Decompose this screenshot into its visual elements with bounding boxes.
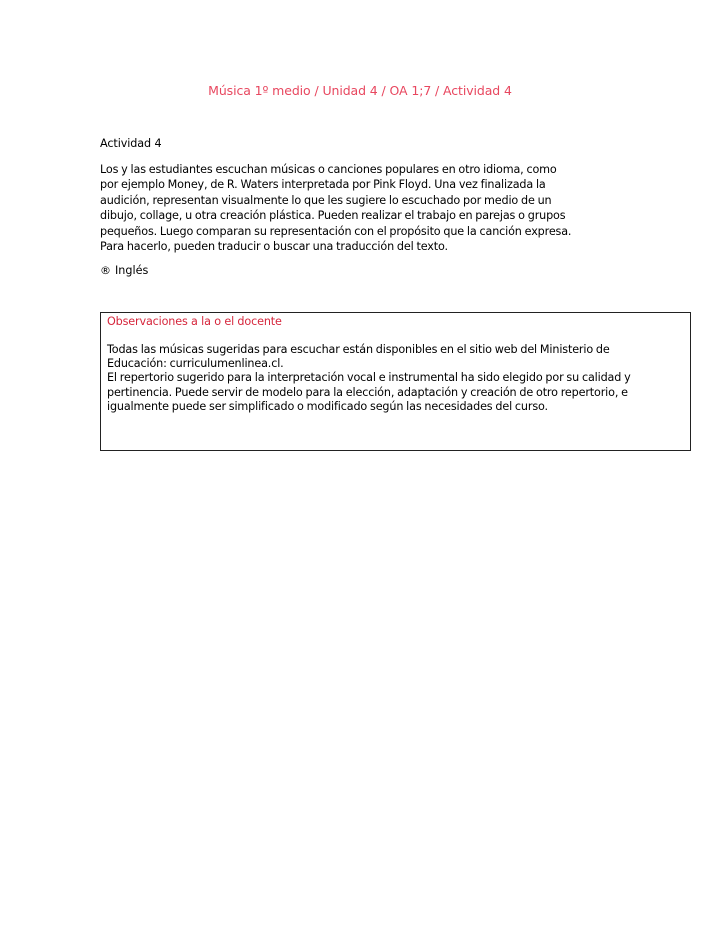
activity-description [100,162,640,254]
breadcrumb: Música 1º medio / Unidad 4 / OA 1;7 / Actividad 4 [208,83,512,98]
activity-title: Actividad 4 [100,137,162,150]
activity-description-line: Para hacerlo, pueden traducir o buscar una traducción del texto. [100,240,448,254]
activity-description-line: dibujo, collage, u otra creación plástica. Pueden realizar el trabajo en parejas o grupos [100,209,566,223]
observation-line: pertinencia. Puede servir de modelo para la elección, adaptación y creación de otro repertorio, e [107,385,628,399]
teacher-observations-box [100,312,691,451]
registered-icon: ® [100,264,111,277]
activity-description-line: pequeños. Luego comparan su representación con el propósito que la canción expresa. [100,224,572,238]
observation-line: El repertorio sugerido para la interpretación vocal e instrumental ha sido elegido por su calidad y [107,371,631,385]
teacher-observations-body [107,343,631,414]
activity-description-line: por ejemplo Money, de R. Waters interpretada por Pink Floyd. Una vez finalizada la [100,178,546,192]
activity-description-line: Los y las estudiantes escuchan músicas o canciones populares en otro idioma, como [100,163,557,176]
observation-line: Educación: curriculumenlinea.cl. [107,357,284,371]
subject-tag-label: Inglés [115,264,149,277]
observation-line: igualmente puede ser simplificado o modificado según las necesidades del curso. [107,399,548,413]
observation-line: Todas las músicas sugeridas para escuchar están disponibles en el sitio web del Ministerio de [107,343,610,356]
teacher-observations-title: Observaciones a la o el docente [107,315,282,328]
subject-tag [100,264,148,278]
activity-description-line: audición, representan visualmente lo que les sugiere lo escuchado por medio de un [100,193,552,207]
